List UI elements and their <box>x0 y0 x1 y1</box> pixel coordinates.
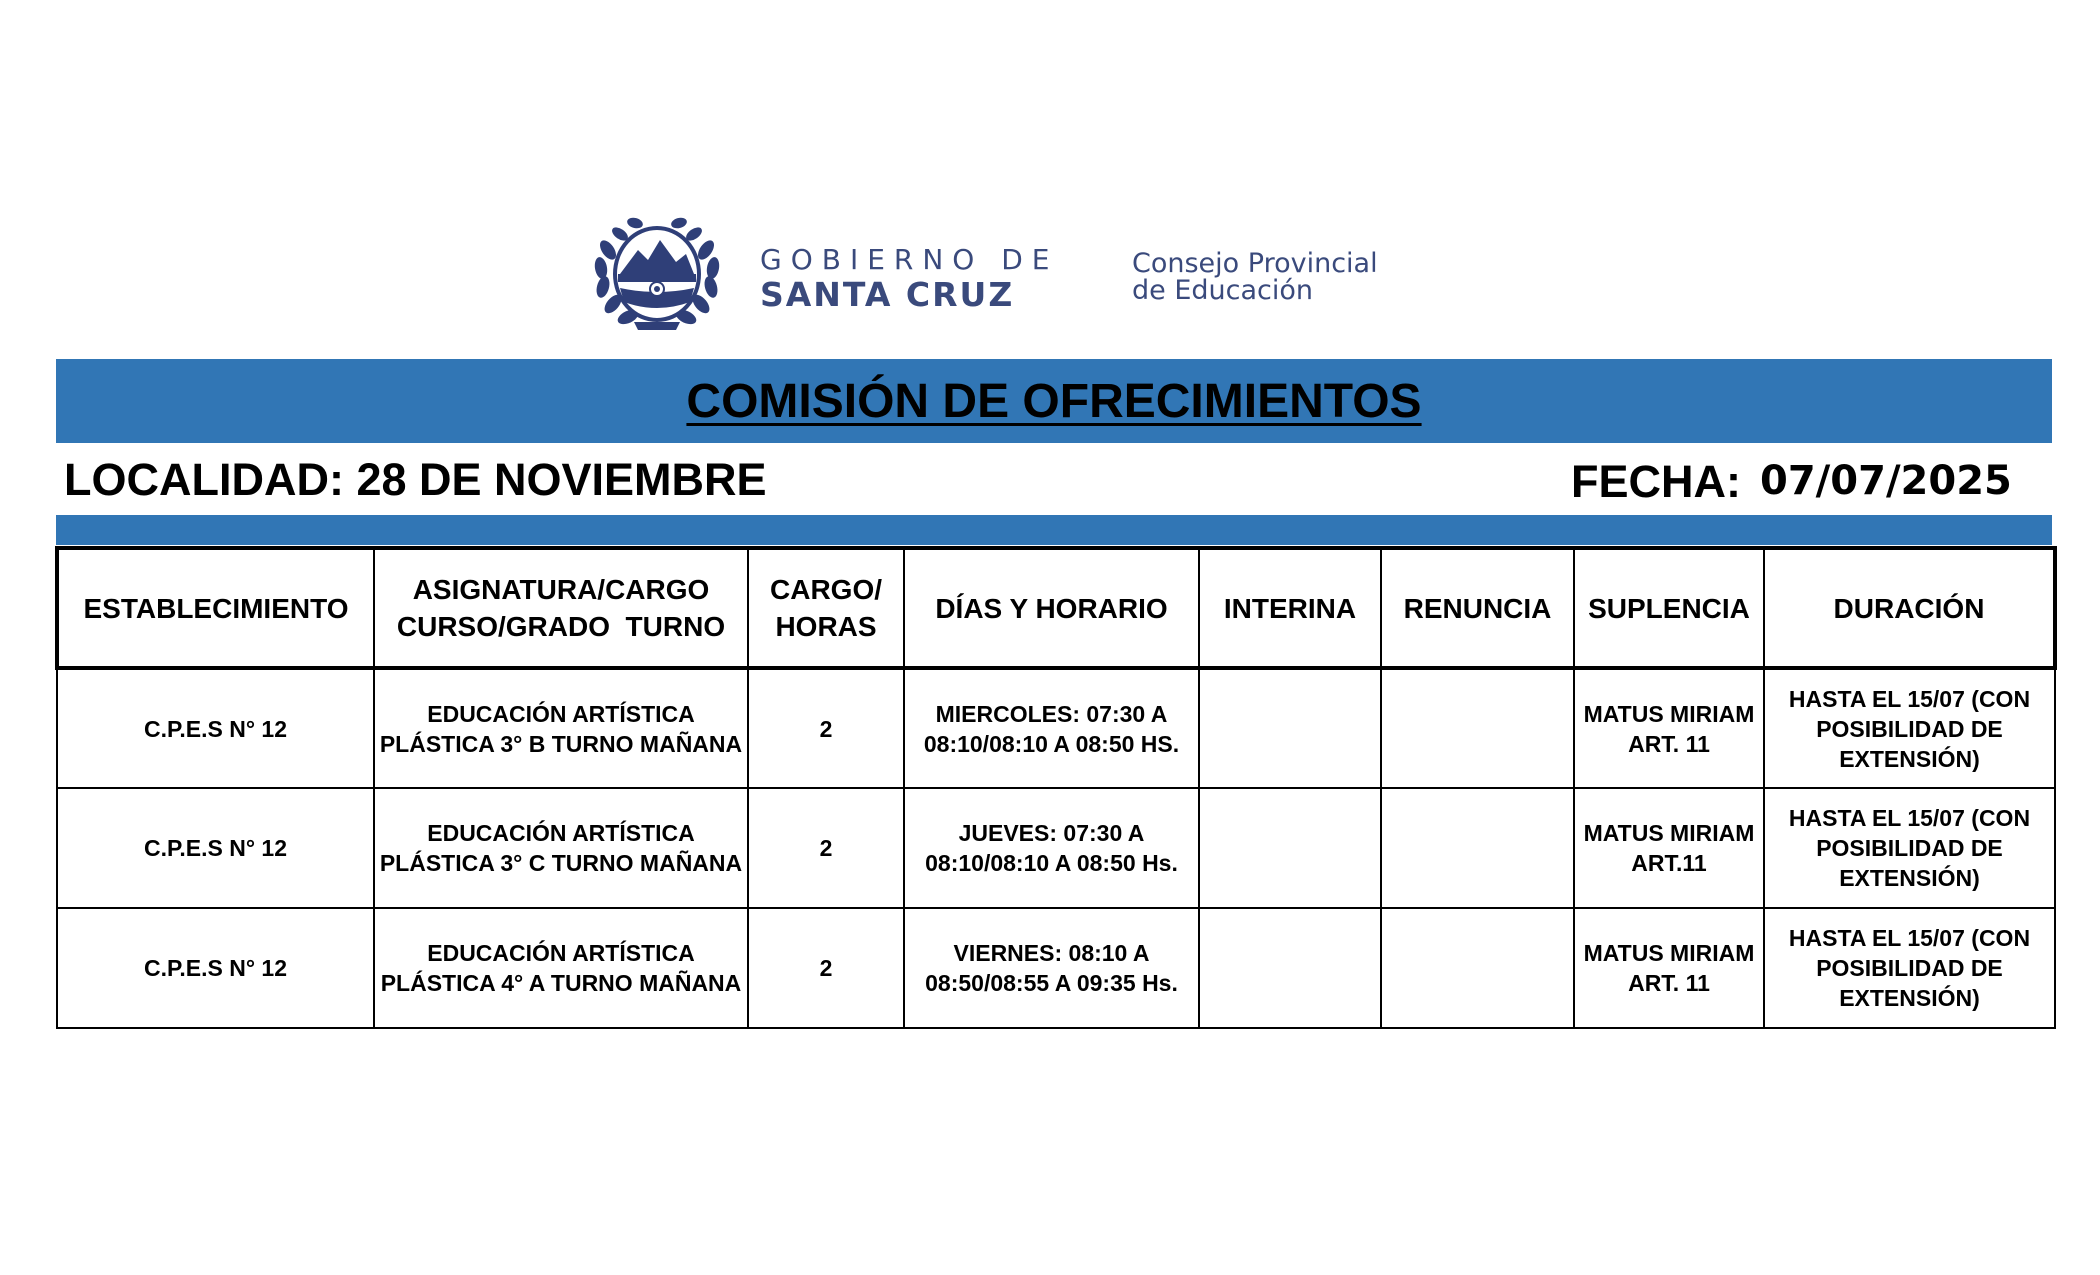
table-row <box>57 908 2055 1028</box>
cell-text: C.P.E.S N° 12 <box>143 955 287 981</box>
header-logos <box>590 210 1430 340</box>
header-duracion <box>1764 548 2055 668</box>
cell-text: 2 <box>819 835 833 861</box>
header-text: INTERINA <box>1223 592 1357 624</box>
government-line2: SANTA CRUZ <box>760 275 1015 314</box>
cell-text: 2 <box>819 715 833 742</box>
date-value: 07/07/2025 <box>1760 458 2012 504</box>
header-text: CARGO/ <box>770 574 882 605</box>
title-band <box>56 359 2052 443</box>
cell-establecimiento <box>57 668 374 788</box>
cell-renuncia <box>1381 908 1574 1028</box>
cell-text: ART. 11 <box>1628 730 1710 757</box>
government-line1: GOBIERNO DE <box>760 243 1059 276</box>
header-interina <box>1199 548 1381 668</box>
cell-text: MATUS MIRIAM <box>1583 700 1755 727</box>
cell-text: EDUCACIÓN ARTÍSTICA <box>427 940 695 966</box>
cell-text: JUEVES: 07:30 A <box>958 820 1145 846</box>
cell-text: MIERCOLES: 07:30 A <box>935 700 1168 727</box>
cell-text: POSIBILIDAD DE <box>1816 835 2003 861</box>
header-text: HORAS <box>775 611 877 642</box>
cell-text: C.P.E.S N° 12 <box>143 835 287 861</box>
header-text: CURSO/GRADO TURNO <box>396 611 726 642</box>
cell-text: PLÁSTICA 4° A TURNO MAÑANA <box>380 970 742 996</box>
cell-text: HASTA EL 15/07 (CON <box>1788 925 2031 951</box>
cell-suplencia <box>1574 908 1764 1028</box>
header-text: RENUNCIA <box>1403 592 1552 624</box>
cell-asignatura <box>374 788 748 908</box>
cell-horario <box>904 788 1199 908</box>
header-text: ASIGNATURA/CARGO <box>412 574 710 605</box>
cell-text: 08:50/08:55 A 09:35 Hs. <box>925 970 1178 996</box>
provincial-seal-icon <box>590 210 724 338</box>
cell-text: 2 <box>819 955 833 981</box>
offers-table <box>55 546 2057 1029</box>
header-text: DÍAS Y HORARIO <box>935 592 1168 624</box>
header-asignatura <box>374 548 748 668</box>
cell-text: C.P.E.S N° 12 <box>143 715 287 742</box>
cell-horario <box>904 668 1199 788</box>
cell-text: EXTENSIÓN) <box>1839 745 1980 772</box>
header-text: SUPLENCIA <box>1588 592 1750 624</box>
council-line1: Consejo Provincial <box>1132 248 1378 279</box>
cell-text: EXTENSIÓN) <box>1839 985 1980 1011</box>
cell-text: PLÁSTICA 3° B TURNO MAÑANA <box>379 730 743 757</box>
header-cargo-horas <box>748 548 904 668</box>
info-row <box>64 450 2044 510</box>
cell-text: EDUCACIÓN ARTÍSTICA <box>427 820 695 846</box>
cell-text: VIERNES: 08:10 A <box>953 940 1150 966</box>
cell-text: ART. 11 <box>1628 970 1710 996</box>
cell-interina <box>1199 908 1381 1028</box>
header-text: ESTABLECIMIENTO <box>83 592 349 624</box>
cell-text: MATUS MIRIAM <box>1583 940 1755 966</box>
header-suplencia <box>1574 548 1764 668</box>
cell-interina <box>1199 668 1381 788</box>
cell-asignatura <box>374 668 748 788</box>
cell-text: PLÁSTICA 3° C TURNO MAÑANA <box>379 850 743 876</box>
cell-renuncia <box>1381 668 1574 788</box>
cell-renuncia <box>1381 788 1574 908</box>
cell-duracion <box>1764 788 2055 908</box>
cell-asignatura <box>374 908 748 1028</box>
cell-horas <box>748 668 904 788</box>
cell-suplencia <box>1574 668 1764 788</box>
cell-text: HASTA EL 15/07 (CON <box>1788 685 2031 712</box>
cell-text: POSIBILIDAD DE <box>1816 715 2003 742</box>
separator-band <box>56 515 2052 545</box>
table-header-row <box>57 548 2055 668</box>
council-wordmark <box>1132 250 1378 304</box>
government-wordmark <box>760 243 1059 314</box>
table-row <box>57 668 2055 788</box>
page-title: COMISIÓN DE OFRECIMIENTOS <box>686 374 1422 428</box>
cell-duracion <box>1764 668 2055 788</box>
header-renuncia <box>1381 548 1574 668</box>
cell-text: POSIBILIDAD DE <box>1816 955 2003 981</box>
cell-horas <box>748 908 904 1028</box>
table-row <box>57 788 2055 908</box>
cell-text: 08:10/08:10 A 08:50 HS. <box>923 730 1180 757</box>
date-label: FECHA: <box>1571 456 1741 507</box>
cell-suplencia <box>1574 788 1764 908</box>
cell-text: HASTA EL 15/07 (CON <box>1788 805 2031 831</box>
cell-establecimiento <box>57 788 374 908</box>
cell-text: ART.11 <box>1631 850 1707 876</box>
cell-interina <box>1199 788 1381 908</box>
cell-horario <box>904 908 1199 1028</box>
cell-text: EDUCACIÓN ARTÍSTICA <box>427 700 695 727</box>
cell-text: MATUS MIRIAM <box>1583 820 1755 846</box>
council-line2: de Educación <box>1132 275 1314 306</box>
cell-horas <box>748 788 904 908</box>
cell-text: EXTENSIÓN) <box>1839 865 1980 891</box>
header-dias-horario <box>904 548 1199 668</box>
locality-label: LOCALIDAD: 28 DE NOVIEMBRE <box>64 454 767 505</box>
header-establecimiento <box>57 548 374 668</box>
cell-establecimiento <box>57 908 374 1028</box>
header-text: DURACIÓN <box>1833 592 1985 624</box>
cell-duracion <box>1764 908 2055 1028</box>
cell-text: 08:10/08:10 A 08:50 Hs. <box>925 850 1178 876</box>
